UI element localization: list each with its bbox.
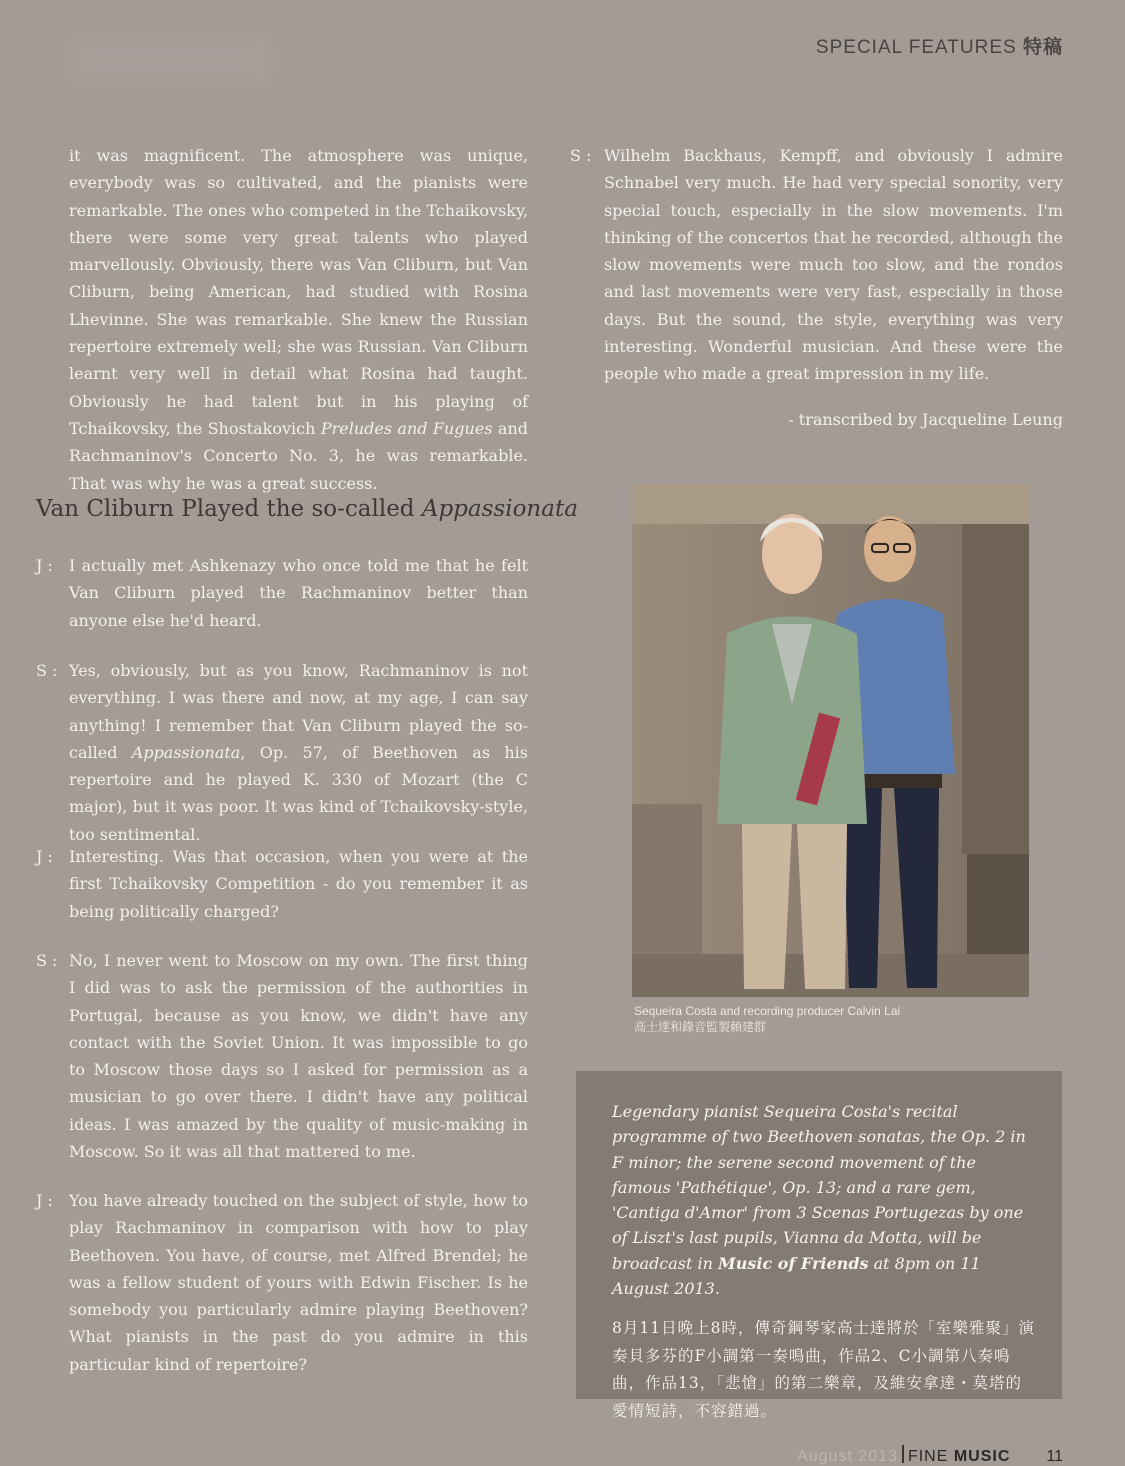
dialogue-j-1	[36, 552, 528, 634]
dialogue-text: Yes, obviously, but as you know, Rachmaninov is not everything. I was there and now, at my age, I can say anything! I remember that Van Cliburn played the so-called Appassionata, Op. 57, of Beethoven as his repertoire and he played K. 330 of Mozart (the C major), but it was poor. It was kind of Tchaikovsky-style, too sentimental.	[69, 661, 528, 844]
transcription-credit: - transcribed by Jacqueline Leung	[788, 410, 1063, 429]
faded-header-graphic	[70, 40, 270, 80]
broadcast-promo-box	[576, 1071, 1062, 1420]
dialogue-s-3	[570, 142, 1063, 388]
section-title: Van Cliburn Played the so-called Appassionata	[36, 496, 578, 522]
dialogue-s-2	[36, 947, 528, 1165]
intro-text-2: and Rachmaninov's Concerto No. 3, he was remarkable. That was why he was a great success.	[69, 418, 528, 493]
promo-text-zh: 8月11日晚上8時，傳奇鋼琴家高士達將於「室樂雅聚」演奏貝多芬的F小調第一奏鳴曲，作品2、C小調第八奏鳴曲，作品13，「悲愴」的第二樂章，及維安拿達・莫塔的愛情短詩，不容錯過。	[612, 1319, 1035, 1420]
photo-illustration	[632, 484, 1029, 997]
caption-zh: 高士達和錄音監製賴建群	[634, 1020, 767, 1034]
dialogue-text: I actually met Ashkenazy who once told me that he felt Van Cliburn played the Rachmaninov better than anyone else he'd heard.	[69, 556, 528, 630]
dialogue-text: You have already touched on the subject of style, how to play Rachmaninov in comparison with how to play Beethoven. You have, of course, met Alfred Brendel; he was a fellow student of yours with Edwin Fischer. Is he somebody you particularly admire playing Beethoven? What pianists in the past do you admire in this particular kind of repertoire?	[69, 1191, 528, 1374]
intro-text-italic: Preludes and Fugues	[320, 418, 493, 438]
dialogue-text: Wilhelm Backhaus, Kempff, and obviously I admire Schnabel very much. He had very special sonority, very special touch, especially in the slow movements. I'm thinking of the concertos that he recorded, although the slow movements were much too slow, and the rondos and last movements were very fast, especially in those days. But the sound, the style, everything was very interesting. Wonderful musician. And these were the people who made a great impression in my life.	[604, 146, 1063, 384]
footer-divider	[902, 1445, 904, 1463]
speaker-label: J :	[36, 1191, 53, 1210]
dialogue-j-3	[36, 1187, 528, 1378]
page-number: 11	[1046, 1448, 1063, 1465]
dialogue-j-2	[36, 843, 528, 925]
caption-en: Sequeira Costa and recording producer Calvin Lai	[634, 1004, 901, 1018]
speaker-label: J :	[36, 556, 53, 575]
dialogue-s-1	[36, 657, 528, 848]
speaker-label: S :	[36, 951, 58, 970]
portrait-photo	[632, 484, 1029, 997]
promo-text-en: Legendary pianist Sequeira Costa's recital programme of two Beethoven sonatas, the Op. 2 in F minor; the serene second movement of the famous 'Pathétique', Op. 13; and a rare gem, 'Cantiga d'Amor' from 3 Scenas Portugezas by one of Liszt's last pupils, Vianna da Motta, will be broadcast in Music of Friends at 8pm on 11 August 2013.	[612, 1102, 1026, 1299]
speaker-label: S :	[570, 146, 592, 165]
speaker-label: S :	[36, 661, 58, 680]
magazine-name: FINE MUSIC	[907, 1448, 1011, 1465]
intro-paragraph	[69, 142, 528, 497]
intro-text-1: it was magnificent. The atmosphere was unique, everybody was so cultivated, and the pianists were remarkable. The ones who competed in the Tchaikovsky, there were some very great talents who played marvellously. Obviously, there was Van Cliburn, but Van Cliburn, being American, had studied with Rosina Lhevinne. She was remarkable. She knew the Russian repertoire extremely well; she was Russian. Van Cliburn learnt very well in detail what Rosina had taught. Obviously he had talent but in his playing of Tchaikovsky, the Shostakovich	[69, 146, 528, 438]
page-footer	[797, 1445, 1063, 1466]
photo-caption	[634, 1003, 900, 1035]
dialogue-text: Interesting. Was that occasion, when you were at the first Tchaikovsky Competition - do you remember it as being politically charged?	[69, 847, 528, 921]
issue-date: August 2013	[797, 1448, 898, 1465]
section-label: SPECIAL FEATURES	[815, 37, 1017, 58]
speaker-label: J :	[36, 847, 53, 866]
section-header	[816, 32, 1063, 59]
dialogue-text: No, I never went to Moscow on my own. The first thing I did was to ask the permission of the authorities in Portugal, because as you know, we didn't have any contact with the Soviet Union. It was impossible to go to Moscow those days so I asked for permission as a musician to go over there. I didn't have any political ideas. I was amazed by the quality of music-making in Moscow. So it was all that mattered to me.	[69, 951, 528, 1162]
section-label-zh: 特稿	[1022, 37, 1063, 58]
programme-name: Music of Friends	[718, 1253, 869, 1273]
